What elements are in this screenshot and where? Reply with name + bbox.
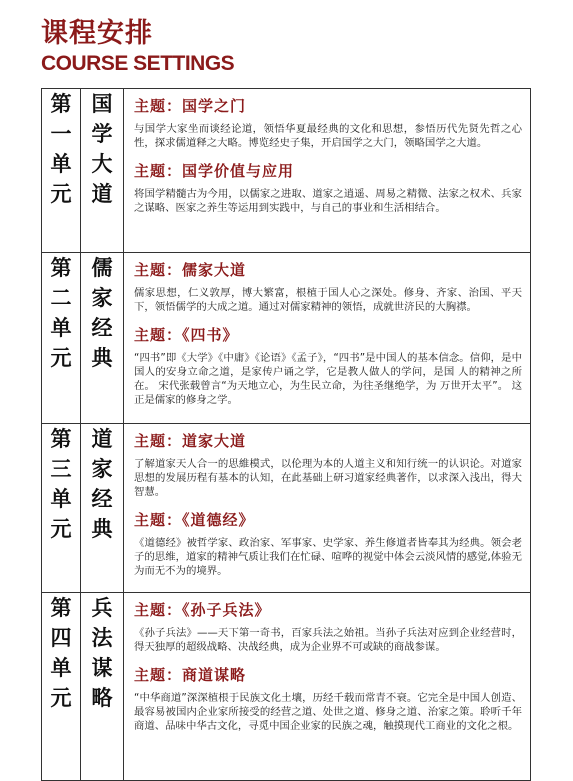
theme-title: 主题：商道谋略 bbox=[134, 666, 247, 684]
theme-description: 《道德经》被哲学家、政治家、军事家、史学家、养生修道者皆奉其为经典。领会老子的思维，道家的精神气质让我们在忙碌、喧哗的视觉中体会云淡风情的感觉,体验无为而无不为的境界。 bbox=[134, 537, 522, 577]
unit-row-1 bbox=[42, 89, 531, 253]
theme-description: “四书”即《大学》《中庸》《论语》《孟子》，“四书”是中国人的基本信念。信仰，是中国人的安身立命之道，是家传户诵之学，它是教人做人的学问，是国 人的精神之所在。 宋代张载曾言“为天地立心，为生民立命，为往圣继绝学，为 万世开太平”。 这正是儒家的修身之学。 bbox=[134, 352, 522, 406]
unit-number-char: 单 bbox=[50, 152, 72, 176]
unit-number-cell bbox=[42, 89, 81, 253]
theme-description: 将国学精髓古为今用，以儒家之进取、道家之逍遥、周易之精微、法家之权术、兵家之谋略、医家之养生等运用到实践中，与自己的事业和生活相结合。 bbox=[134, 188, 522, 214]
unit-number-char: 元 bbox=[50, 517, 72, 541]
unit-name-char: 家 bbox=[91, 286, 113, 310]
unit-name-char: 道 bbox=[91, 182, 113, 206]
unit-name-char: 略 bbox=[91, 686, 113, 710]
unit-row-2 bbox=[42, 253, 531, 424]
unit-name-char: 学 bbox=[91, 122, 113, 146]
unit-row-3 bbox=[42, 424, 531, 593]
unit-name-char: 经 bbox=[91, 316, 113, 340]
unit-content-cell bbox=[124, 89, 531, 253]
unit-name-char: 儒 bbox=[91, 256, 113, 280]
theme-description: “中华商道”深深植根于民族文化土壤，历经千载而常青不衰。它完全是中国人创造、最容易被国内企业家所接受的经营之道、处世之道、修身之道、治家之策。聆听千年商道、品味中华古文化，寻觅中国企业家的民族之魂，触摸现代工商业的文化之根。 bbox=[134, 692, 522, 732]
unit-number-char: 一 bbox=[50, 122, 72, 146]
unit-number-char: 四 bbox=[50, 626, 72, 650]
unit-number-char: 单 bbox=[50, 487, 72, 511]
theme-description: 与国学大家坐而谈经论道，领悟华夏最经典的文化和思想，参悟历代先贤先哲之心性，探求儒道释之大略。博览经史子集，开启国学之大门，领略国学之大道。 bbox=[134, 123, 522, 149]
unit-name-char: 道 bbox=[91, 427, 113, 451]
unit-name-cell bbox=[81, 424, 124, 593]
theme-description: 儒家思想，仁义敦厚，博大繁富，根植于国人心之深处。修身、齐家、治国、平天下，领悟儒学的大成之道。通过对儒家精神的领悟，成就世济民的大胸襟。 bbox=[134, 287, 522, 313]
theme-title: 主题：道家大道 bbox=[134, 432, 247, 450]
unit-content-cell bbox=[124, 253, 531, 424]
unit-content-cell bbox=[124, 593, 531, 781]
unit-number-char: 元 bbox=[50, 182, 72, 206]
theme-title: 主题：《孙子兵法》 bbox=[134, 601, 271, 619]
unit-number-cell bbox=[42, 424, 81, 593]
unit-number-cell bbox=[42, 593, 81, 781]
unit-number-char: 单 bbox=[50, 316, 72, 340]
unit-row-4 bbox=[42, 593, 531, 781]
unit-number-char: 第 bbox=[50, 427, 72, 451]
unit-name-char: 大 bbox=[91, 152, 113, 176]
unit-number-char: 第 bbox=[50, 596, 72, 620]
unit-name-cell bbox=[81, 593, 124, 781]
unit-name-cell bbox=[81, 89, 124, 253]
theme-title: 主题：国学价值与应用 bbox=[134, 162, 295, 180]
theme-title: 主题：儒家大道 bbox=[134, 261, 247, 279]
unit-number-char: 第 bbox=[50, 92, 72, 116]
unit-name-char: 兵 bbox=[91, 596, 113, 620]
unit-number-char: 元 bbox=[50, 346, 72, 370]
unit-name-cell bbox=[81, 253, 124, 424]
unit-name-char: 经 bbox=[91, 487, 113, 511]
unit-name-char: 典 bbox=[91, 346, 113, 370]
page-title: 课程安排 bbox=[41, 18, 153, 49]
theme-title: 主题：国学之门 bbox=[134, 97, 247, 115]
unit-number-char: 二 bbox=[50, 286, 72, 310]
unit-number-cell bbox=[42, 253, 81, 424]
theme-description: 《孙子兵法》——天下第一奇书，百家兵法之始祖。当孙子兵法对应到企业经营时，得天独厚的超级战略、决战经典，成为企业界不可或缺的商战参谋。 bbox=[134, 627, 522, 653]
theme-description: 了解道家天人合一的思維模式，以伦理为本的人道主义和知行统一的认识论。对道家思想的发展历程有基本的认知，在此基础上研习道家经典著作，以求深入浅出，得大智慧。 bbox=[134, 458, 522, 498]
unit-number-char: 元 bbox=[50, 686, 72, 710]
page-subtitle: COURSE SETTINGS bbox=[41, 52, 235, 75]
unit-content-cell bbox=[124, 424, 531, 593]
unit-name-char: 法 bbox=[91, 626, 113, 650]
course-schedule-table bbox=[41, 88, 531, 781]
unit-name-char: 谋 bbox=[91, 656, 113, 680]
unit-name-char: 家 bbox=[91, 457, 113, 481]
unit-number-char: 单 bbox=[50, 656, 72, 680]
unit-number-char: 第 bbox=[50, 256, 72, 280]
unit-name-char: 典 bbox=[91, 517, 113, 541]
theme-title: 主题：《四书》 bbox=[134, 326, 239, 344]
unit-number-char: 三 bbox=[50, 457, 72, 481]
theme-title: 主题：《道德经》 bbox=[134, 511, 255, 529]
unit-name-char: 国 bbox=[91, 92, 113, 116]
